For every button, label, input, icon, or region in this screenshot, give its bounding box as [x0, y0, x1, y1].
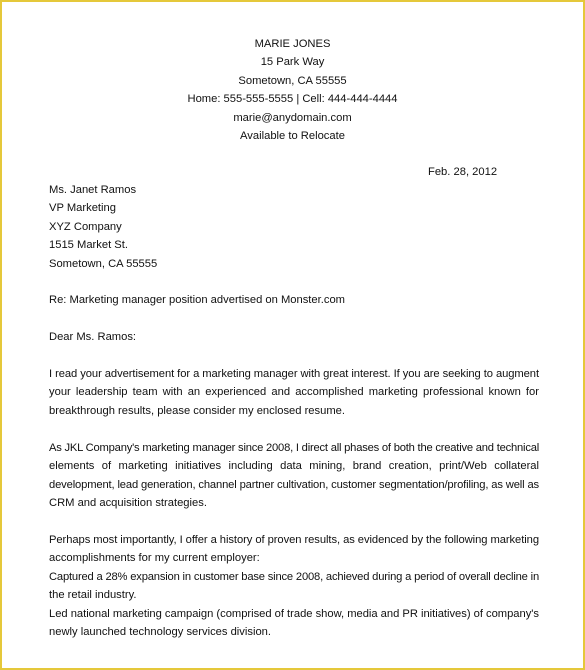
- paragraph-line: CRM and acquisition strategies.: [49, 497, 207, 510]
- sender-street: 15 Park Way: [260, 56, 325, 69]
- paragraph-line: Perhaps most importantly, I offer a history of proven results, as evidenced by the following marketing: [49, 534, 539, 546]
- recipient-block: [49, 181, 539, 273]
- sender-city: Sometown, CA 55555: [238, 74, 347, 87]
- paragraph-accomplishments: [49, 531, 539, 641]
- paragraph-line: newly launched technology services division.: [49, 626, 272, 639]
- paragraph-line: accomplishments for my current employer:: [49, 552, 260, 565]
- sender-name: MARIE JONES: [254, 38, 331, 50]
- letter-date: Feb. 28, 2012: [428, 166, 498, 178]
- salutation: Dear Ms. Ramos:: [49, 331, 137, 343]
- paragraph-line: your leadership team with an experienced and accomplished marketing professional known for: [49, 386, 539, 399]
- paragraph-line: As JKL Company's marketing manager since 2008, I direct all phases of both the creative and technical: [49, 442, 539, 454]
- paragraph-line: development, lead generation, channel partner cultivation, customer segmentation/profiling, as well as: [49, 478, 539, 491]
- sender-header: [2, 35, 583, 145]
- paragraph-line: I read your advertisement for a marketing manager with great interest. If you are seeking to augment: [49, 368, 539, 380]
- paragraph-experience: [49, 439, 539, 513]
- sender-phones: Home: 555-555-5555 | Cell: 444-444-4444: [187, 93, 398, 106]
- subject-line: Re: Marketing manager position advertised on Monster.com: [49, 294, 345, 306]
- paragraph-line: Led national marketing campaign (comprised of trade show, media and PR initiatives) of company's: [49, 607, 539, 620]
- sender-relocate: Available to Relocate: [240, 130, 345, 143]
- recipient-name: Ms. Janet Ramos: [49, 184, 137, 196]
- recipient-title: VP Marketing: [49, 202, 116, 215]
- paragraph-intro: [49, 365, 539, 420]
- paragraph-line: breakthrough results, please consider my enclosed resume.: [49, 404, 345, 417]
- recipient-city: Sometown, CA 55555: [49, 257, 158, 270]
- paragraph-line: elements of marketing initiatives including data mining, brand creation, print/Web collateral: [49, 460, 539, 473]
- recipient-street: 1515 Market St.: [49, 239, 128, 252]
- paragraph-line: Captured a 28% expansion in customer base since 2008, achieved during a period of overall decline in: [49, 570, 539, 583]
- sender-email: marie@anydomain.com: [233, 111, 352, 124]
- recipient-company: XYZ Company: [49, 220, 122, 233]
- paragraph-line: the retail industry.: [49, 589, 137, 602]
